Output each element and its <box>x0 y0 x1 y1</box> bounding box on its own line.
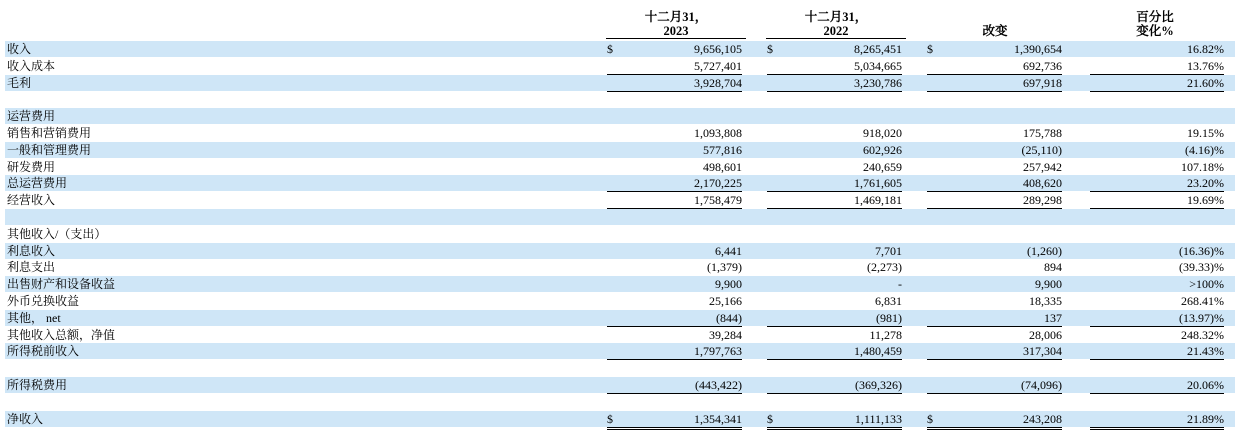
table-row <box>5 91 1235 107</box>
row-label: 经营收入 <box>7 193 56 208</box>
pct-value: 13.76 <box>1187 58 1214 73</box>
value-2023: 1,093,808 <box>694 126 742 140</box>
header-pct <box>1085 10 1225 38</box>
header-pct-line1: 百分比 <box>1136 10 1174 24</box>
value-2023: 3,928,704 <box>618 75 742 92</box>
value-2023: 498,601 <box>618 159 742 176</box>
value-pct <box>1090 142 1224 158</box>
value-2023: 5,727,401 <box>618 58 742 75</box>
row-label: 运营费用 <box>7 109 56 124</box>
value-change: 257,942 <box>938 159 1062 176</box>
row-label: 收入 <box>7 42 32 56</box>
value-change: 408,620 <box>938 175 1062 192</box>
row-label: 总运营费用 <box>7 176 68 191</box>
pct-value: 21.43 <box>1187 344 1214 359</box>
pct-value: 21.89 <box>1187 411 1214 426</box>
row-label: 销售和营销费用 <box>7 126 92 140</box>
pct-value: 107.18 <box>1181 159 1214 174</box>
value-2022: 1,480,459 <box>778 343 902 360</box>
value-2023: (1,379) <box>707 260 742 275</box>
value-pct <box>1090 259 1224 275</box>
value-2022: 1,111,133 <box>778 411 902 430</box>
dollar-sign: $ <box>767 42 773 56</box>
value-2023: 9,656,105 <box>694 42 742 56</box>
pct-suffix: % <box>1214 75 1224 90</box>
pct-value: (16.36) <box>1179 243 1214 258</box>
pct-suffix: % <box>1214 310 1224 325</box>
table-row <box>5 327 1235 343</box>
pct-suffix: % <box>1214 294 1224 308</box>
table-row <box>5 243 1235 259</box>
table-row <box>5 142 1235 158</box>
value-change: 243,208 <box>938 411 1062 430</box>
pct-value: >100% <box>1189 277 1224 292</box>
row-label: 其他收入/（支出） <box>7 226 107 241</box>
row-label: 其他收入总额，净值 <box>7 327 116 342</box>
value-change: 894 <box>1044 260 1062 275</box>
value-2022: 1,761,605 <box>778 175 902 192</box>
row-label: 净收入 <box>7 411 44 426</box>
value-pct <box>1090 293 1224 309</box>
value-2022: 602,926 <box>863 142 902 157</box>
pct-value: (13.97) <box>1179 310 1214 325</box>
value-2022: 7,701 <box>875 243 902 258</box>
value-2022: (2,273) <box>867 260 902 275</box>
row-label: 收入成本 <box>7 58 56 73</box>
table-row <box>5 108 1235 124</box>
pct-suffix: % <box>1214 260 1224 275</box>
row-label: 利息收入 <box>7 243 56 258</box>
table-row <box>5 310 1235 326</box>
value-pct <box>1090 310 1224 327</box>
row-label: 利息支出 <box>7 260 56 275</box>
table-row <box>5 125 1235 141</box>
value-2023: (443,422) <box>618 377 742 394</box>
table-row <box>5 293 1235 309</box>
value-2023: 1,354,341 <box>618 411 742 430</box>
value-2022: (981) <box>778 310 902 327</box>
value-change: (1,260) <box>1027 243 1062 258</box>
value-pct <box>1090 75 1224 92</box>
value-2023: 2,170,225 <box>618 175 742 192</box>
header-pct-line2: 变化% <box>1136 24 1174 38</box>
pct-value: 21.60 <box>1187 75 1214 90</box>
table-row <box>5 209 1235 225</box>
value-pct <box>1090 343 1224 360</box>
value-pct <box>1090 276 1224 292</box>
value-2022: (369,326) <box>778 377 902 394</box>
value-pct <box>1090 327 1224 343</box>
table-row <box>5 226 1235 242</box>
value-2022: 11,278 <box>869 327 902 342</box>
pct-suffix: % <box>1214 176 1224 191</box>
dollar-sign: $ <box>927 42 933 56</box>
row-label: 毛利 <box>7 75 32 90</box>
value-change: (25,110) <box>1021 142 1062 157</box>
value-change: 697,918 <box>938 75 1062 92</box>
row-label: 出售财产和设备收益 <box>7 277 116 292</box>
row-label: 所得税前收入 <box>7 344 80 359</box>
pct-suffix: % <box>1214 327 1224 342</box>
value-change: 9,900 <box>1035 277 1062 292</box>
pct-suffix: % <box>1214 159 1224 174</box>
table-row <box>5 58 1235 74</box>
value-change: (74,096) <box>938 377 1062 394</box>
header-change-label: 改变 <box>982 24 1008 38</box>
table-row <box>5 192 1235 208</box>
value-2023: (844) <box>618 310 742 327</box>
value-pct <box>1090 192 1224 209</box>
value-2023: 1,797,763 <box>618 343 742 360</box>
value-2022: 240,659 <box>778 159 902 176</box>
table-row <box>5 175 1235 191</box>
value-pct <box>1090 125 1224 141</box>
value-pct <box>1090 377 1224 394</box>
value-2022: 918,020 <box>863 126 902 140</box>
value-change: 317,304 <box>938 343 1062 360</box>
pct-value: 20.06 <box>1187 378 1214 392</box>
table-row <box>5 75 1235 91</box>
pct-suffix: % <box>1214 58 1224 73</box>
value-pct <box>1090 411 1224 430</box>
dollar-sign: $ <box>767 411 779 430</box>
value-change: 28,006 <box>1029 327 1062 342</box>
pct-suffix: % <box>1214 42 1224 56</box>
pct-suffix: % <box>1214 142 1224 157</box>
header-2023-line1: 十二月31， <box>644 10 708 24</box>
value-2023: 39,284 <box>709 327 742 342</box>
value-2023: 1,758,479 <box>618 192 742 209</box>
pct-value: 268.41 <box>1181 294 1214 308</box>
value-pct <box>1090 159 1224 176</box>
pct-value: 19.69 <box>1187 193 1214 208</box>
pct-suffix: % <box>1214 378 1224 392</box>
header-2022-line2: 2022 <box>766 24 906 39</box>
value-change: 289,298 <box>938 192 1062 209</box>
pct-value: 19.15 <box>1187 126 1214 140</box>
pct-value: (4.16) <box>1185 142 1214 157</box>
pct-suffix: % <box>1214 411 1224 426</box>
table-row <box>5 411 1235 427</box>
value-2022: - <box>898 277 902 292</box>
table-row <box>5 343 1235 359</box>
value-change: 692,736 <box>938 58 1062 75</box>
value-change: 137 <box>938 310 1062 327</box>
row-label: 所得税费用 <box>7 378 68 392</box>
value-2023: 9,900 <box>715 277 742 292</box>
row-label: 研发费用 <box>7 159 56 174</box>
value-change: 1,390,654 <box>1014 42 1062 56</box>
dollar-sign: $ <box>927 411 939 430</box>
table-row <box>5 377 1235 393</box>
table-row <box>5 276 1235 292</box>
table-row <box>5 360 1235 376</box>
value-pct <box>1090 243 1224 259</box>
dollar-sign: $ <box>607 42 613 56</box>
value-2022: 8,265,451 <box>854 42 902 56</box>
pct-suffix: % <box>1214 126 1224 140</box>
value-2022: 1,469,181 <box>778 192 902 209</box>
header-2022-line1: 十二月31， <box>804 10 868 24</box>
pct-value: 248.32 <box>1181 327 1214 342</box>
pct-suffix: % <box>1214 193 1224 208</box>
value-2023: 25,166 <box>709 294 742 308</box>
header-change <box>925 24 1065 38</box>
row-label: 外币兑换收益 <box>7 294 80 308</box>
table-row <box>5 41 1235 57</box>
header-2023 <box>606 10 746 39</box>
value-change: 175,788 <box>1023 126 1062 140</box>
value-2022: 5,034,665 <box>778 58 902 75</box>
value-2022: 3,230,786 <box>778 75 902 92</box>
value-2023: 577,816 <box>703 142 742 157</box>
table-row <box>5 159 1235 175</box>
value-2023: 6,441 <box>715 243 742 258</box>
pct-value: 23.20 <box>1187 176 1214 191</box>
dollar-sign: $ <box>607 411 619 430</box>
value-pct <box>1090 58 1224 75</box>
table-row <box>5 394 1235 410</box>
value-2022: 6,831 <box>875 294 902 308</box>
value-pct <box>1090 41 1224 57</box>
table-row <box>5 259 1235 275</box>
value-change: 18,335 <box>1029 294 1062 308</box>
pct-value: 16.82 <box>1187 42 1214 56</box>
pct-suffix: % <box>1214 243 1224 258</box>
row-label: 一般和管理费用 <box>7 142 92 157</box>
row-label: 其他， net <box>7 310 61 325</box>
header-2022 <box>766 10 906 39</box>
value-pct <box>1090 175 1224 192</box>
pct-suffix: % <box>1214 344 1224 359</box>
header-2023-line2: 2023 <box>606 24 746 39</box>
pct-value: (39.33) <box>1179 260 1214 275</box>
